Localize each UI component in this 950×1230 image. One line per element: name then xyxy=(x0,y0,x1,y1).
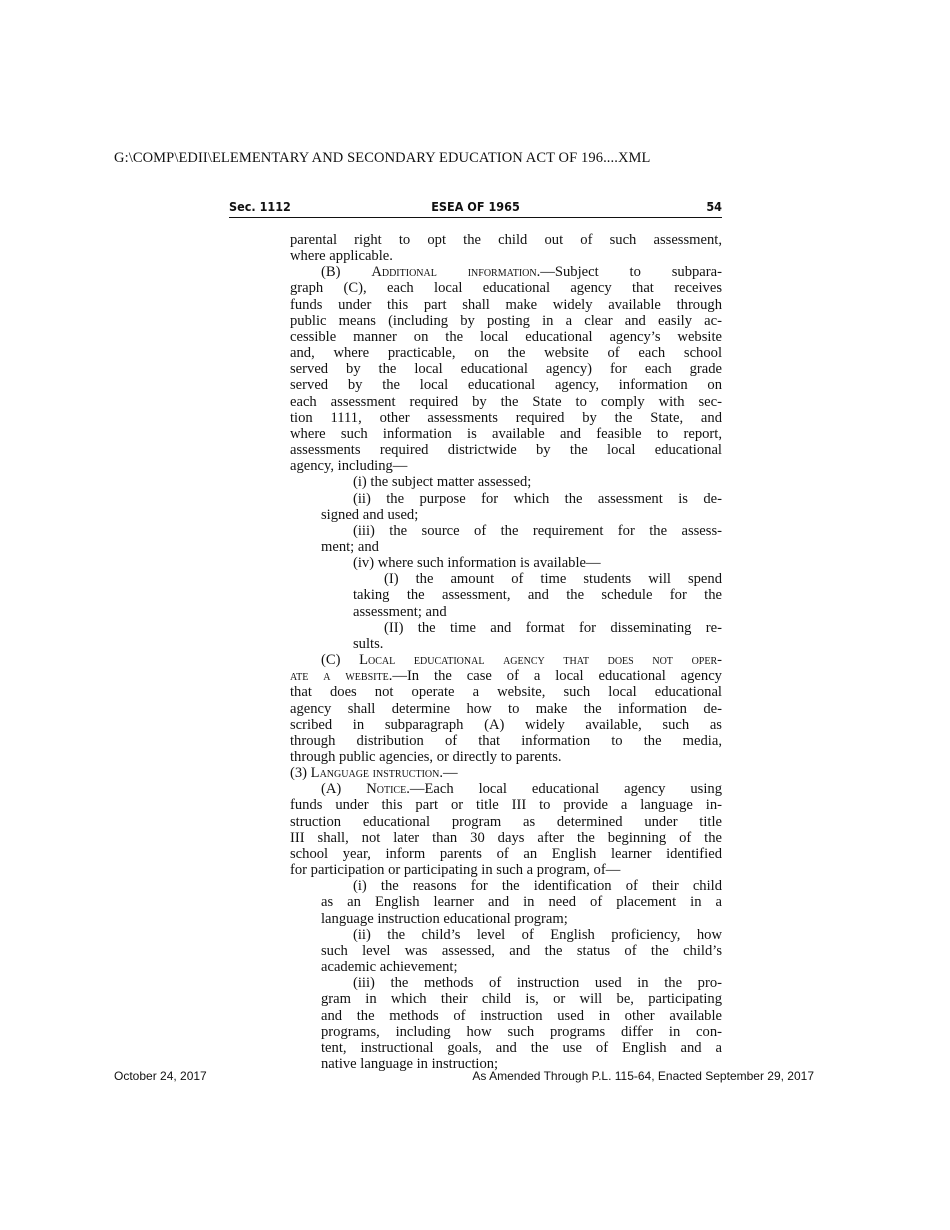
text-line: graph (C), each local educational agency that receives xyxy=(290,280,722,297)
text-line: served by the local educational agency, information on xyxy=(290,377,722,394)
clause-iii: (iii) the source of the requirement for the assess- xyxy=(353,522,722,539)
footer-amended-note: As Amended Through P.L. 115-64, Enacted September 29, 2017 xyxy=(472,1069,814,1083)
text-line: tion 1111, other assessments required by the State, and xyxy=(290,409,722,426)
text-line: academic achievement; xyxy=(321,959,458,976)
notice-heading: (A) Notice.—Each local educational agency using xyxy=(321,781,722,798)
text-line: III shall, not later than 30 days after the beginning of the xyxy=(290,829,722,846)
text-line: agency, including— xyxy=(290,458,408,475)
page-number: 54 xyxy=(706,199,722,214)
text-line: public means (including by posting in a clear and easily ac- xyxy=(290,312,722,329)
clause-iii: (iii) the methods of instruction used in the pro- xyxy=(353,975,722,992)
section-number: Sec. 1112 xyxy=(229,199,291,214)
clause-i: (i) the subject matter assessed; xyxy=(353,474,532,491)
running-head xyxy=(229,198,722,218)
clause-i: (i) the reasons for the identification of their child xyxy=(353,878,722,895)
paragraph-3-heading: (3) Language instruction.— xyxy=(290,765,458,782)
text-line: through public agencies, or directly to parents. xyxy=(290,749,562,765)
text-line: ment; and xyxy=(321,538,379,555)
text-line: and, where practicable, on the website of each school xyxy=(290,345,722,362)
clause-ii: (ii) the purpose for which the assessment is de- xyxy=(353,490,722,507)
text-line: funds under this part or title III to provide a language in- xyxy=(290,797,722,814)
text-line: as an English learner and in need of placement in a xyxy=(321,894,722,911)
text-line: scribed in subparagraph (A) widely available, such as xyxy=(290,716,722,733)
text-line: funds under this part shall make widely available through xyxy=(290,296,722,313)
text-line: where applicable. xyxy=(290,248,393,265)
text-line: for participation or participating in such a program, of— xyxy=(290,862,621,879)
subclause-ii: (II) the time and format for disseminating re- xyxy=(384,619,722,636)
text-line: assessment; and xyxy=(353,603,447,620)
text-line: such level was assessed, and the status of the child’s xyxy=(321,942,722,959)
text-line: each assessment required by the State to comply with sec- xyxy=(290,393,722,410)
footer-date: October 24, 2017 xyxy=(114,1069,207,1083)
subparagraph-b-heading: (B) Additional information.—Subject to subpara- xyxy=(321,264,722,281)
text-line: tent, instructional goals, and the use of English and a xyxy=(321,1039,722,1056)
text-line: taking the assessment, and the schedule for the xyxy=(353,587,722,604)
statute-text xyxy=(290,232,722,1072)
text-line: gram in which their child is, or will be, participating xyxy=(321,991,722,1008)
text-line: assessments required districtwide by the local educational xyxy=(290,442,722,459)
text-line: struction educational program as determined under title xyxy=(290,813,722,830)
subparagraph-c-heading: (C) Local educational agency that does not oper- xyxy=(321,652,722,669)
text-line: native language in instruction; xyxy=(321,1055,499,1072)
text-line: that does not operate a website, such local educational xyxy=(290,684,722,701)
text-line: agency shall determine how to make the information de- xyxy=(290,700,722,717)
text-line: cessible manner on the local educational agency’s website xyxy=(290,328,722,345)
text-line: served by the local educational agency) for each grade xyxy=(290,361,722,378)
text-line: school year, inform parents of an English learner identified xyxy=(290,845,722,862)
text-line: signed and used; xyxy=(321,506,419,523)
text-line: ate a website.—In the case of a local educational agency xyxy=(290,668,722,685)
text-line: through distribution of that information to the media, xyxy=(290,732,722,749)
text-line: language instruction educational program; xyxy=(321,910,568,927)
text-line: sults. xyxy=(353,635,384,652)
text-line: and the methods of instruction used in other available xyxy=(321,1007,722,1024)
text-line: parental right to opt the child out of such assessment, xyxy=(290,232,722,248)
text-line: where such information is available and feasible to report, xyxy=(290,425,722,442)
clause-ii: (ii) the child’s level of English proficiency, how xyxy=(353,926,722,943)
clause-iv: (iv) where such information is available— xyxy=(353,555,601,572)
file-path: G:\COMP\EDII\ELEMENTARY AND SECONDARY EDUCATION ACT OF 196....XML xyxy=(114,150,651,166)
act-title: ESEA OF 1965 xyxy=(431,199,520,214)
subclause-i: (I) the amount of time students will spend xyxy=(384,571,722,588)
text-line: programs, including how such programs differ in con- xyxy=(321,1023,722,1040)
